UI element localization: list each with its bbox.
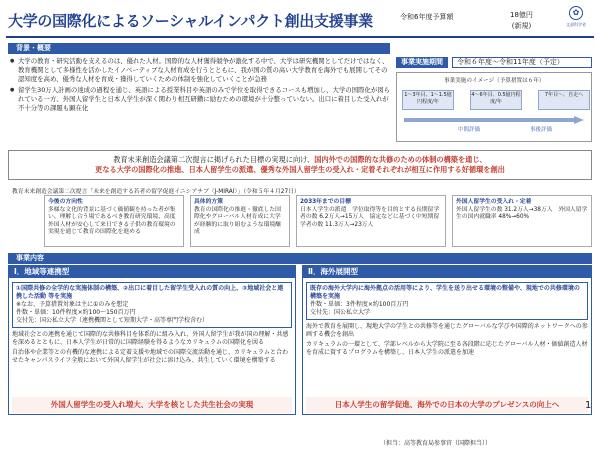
measures-box xyxy=(190,195,290,247)
background-list xyxy=(10,57,392,114)
overseas-item: 交付先：国公私立大学 xyxy=(310,309,371,316)
amount-note: (新規) xyxy=(511,22,532,30)
amount-value: 18億円 xyxy=(510,11,533,19)
regional-result: 外国人留学生の受入れ増大、大学を核とした共生社会の実現 xyxy=(12,397,292,413)
overseas-summary-box xyxy=(306,282,588,320)
overseas-summary-title: 既存の海外大学内に海外拠点の活用等により、学生を送り出せる環境の整備や、現地での共修環境の構築を実施 xyxy=(310,285,580,300)
stage-3: 7年目～、自走へ xyxy=(538,90,590,110)
banner-line2: 更なる大学の国際化の推進、日本人留学生の派遣、優秀な外国人留学生の受入れ・定着それぞれが相互に作用する好循環を創出 xyxy=(95,165,505,174)
banner-highlight: 国内外での国際的な共修のための体制の構築を通じ、 xyxy=(314,155,487,164)
direction-head: 今後の方向性 xyxy=(48,199,83,205)
panel-overseas-head: Ⅱ．海外展開型 xyxy=(302,265,592,278)
final-evaluation-label: 事後評価 xyxy=(530,127,553,133)
content-heading: 事業内容 xyxy=(8,253,592,264)
logo-text: 文部科学省 xyxy=(566,22,586,27)
emblem-icon: ✿ xyxy=(569,6,583,20)
background-heading: 背景・概要 xyxy=(8,43,390,54)
overseas-bullet: カリキュラムの一環として、学部レベルから大学院に至る各段階に応じたグローバル人材・価値創造人材を育成に資するプログラムを構築し、日本人学生の派遣を加速 xyxy=(306,341,588,356)
overseas-item: 件数・単価：3件程度×約100百万円 xyxy=(310,301,409,308)
budget-label: 令和6年度予算額 xyxy=(400,13,454,21)
regional-summary-title: ①国際共修の全学的な実施体制の構築、②出口に着目した留学生受入れの質の向上、③地域社会と連携した活動 等を実施 xyxy=(16,285,284,300)
regional-bullet: 地域社会との連携を通じて国際的な共修科目を体系的に組み入れ、外国人留学生が我が国の理解・共感を深めるとともに、日本人学生が日常的に国際経験を得るようなカリキュラムの国際化を図る xyxy=(12,331,289,346)
background-bullet: ● 留学生30万人計画の達成の過程を通じ、英語による授業科目や英語のみで学位を取得できるコースも増加し、大学の国際化が図られている一方、外国人留学生と日本人学生が深く関わり相互研鑽に励むための環境が十分整っていない。出口に着目した受入れが不十分等の課題も顕在化 xyxy=(10,86,392,114)
direction-box xyxy=(44,195,184,247)
image-box-title: 事業実施のイメージ（予算措置は６年） xyxy=(444,78,545,84)
budget-amount xyxy=(510,10,533,32)
goals-box xyxy=(296,195,446,247)
regional-note: ※なお、予算措置対象は主に①のみを想定 xyxy=(16,301,129,308)
regional-summary-box xyxy=(12,282,292,328)
mid-evaluation-label: 中間評価 xyxy=(458,127,481,133)
regional-bullet: 自治体や企業等との有機的な連携による定着支援や地域での国際交流活動を通じ、カリキュラムと合わせたキャンパスライフ全般において外国人留学生が社会に溶け込み、共生していく環境を構築する xyxy=(12,349,288,364)
timeline-arrow xyxy=(404,116,584,124)
panel-regional-body xyxy=(12,282,292,365)
mext-logo xyxy=(560,6,592,38)
stage-1: 1～3年目、1～1.5億円程度/年 xyxy=(402,90,454,110)
intl-students-box xyxy=(452,195,592,247)
overseas-bullet: 海外で教育を展開し、現地大学の学生との共修等を通じたグローバルな学びや国際的ネットワークへの参画する機会を創出 xyxy=(306,323,588,338)
measures-head: 具体的方策 xyxy=(194,199,223,205)
regional-item: 交付先：国公私立大学（連携機関として短期大学・高等専門学校含む） xyxy=(16,317,209,324)
panel-regional-head: Ⅰ．地域等連携型 xyxy=(8,265,296,278)
goals-text: 日本人学生の派遣 学位取得等を目的とする長期留学者の数 6.2万人→15万人 協定などに基づく中短期留学者の数 11.3万人→23万人 xyxy=(300,206,440,228)
stage-2: 4～6年目、0.5億円程度/年 xyxy=(470,90,522,110)
page-title: 大学の国際化によるソーシャルインパクト創出支援事業 xyxy=(8,12,373,30)
title-underline xyxy=(6,36,594,38)
intl-students-head: 外国人留学生の受入れ・定着 xyxy=(456,199,532,205)
goals-head: 2033年までの目標 xyxy=(300,199,351,205)
period-heading: 事業実施期間 xyxy=(396,57,448,68)
footer-contact: （担当：高等教育局参事官（国際担当）） xyxy=(380,440,492,447)
intl-students-text: 外国人留学生の数 31.2万人→38万人 外国人留学生の国内就職率 48%→60% xyxy=(456,206,588,221)
regional-item: 件数・単価：10件程度×約100～150百万円 xyxy=(16,309,136,316)
overseas-result: 日本人学生の留学促進、海外での日本の大学のプレゼンスの向上へ xyxy=(306,397,588,413)
goal-banner xyxy=(8,150,592,180)
page-number: 1 xyxy=(585,400,592,411)
proposal-note: 教育未来創造会議第二次提言「未来を創造する若者の留学促進イニシアチブ〈J-MIRAI〉」（令和５年４月27日） xyxy=(12,189,300,195)
direction-text: 多様な文化的背景に基づく価値観を持った者が集い、理解し合う場であるべき教育研究環境、高度外国人材が安心して来日できる子供の教育環境の実現を通じて教育の国際化を進める xyxy=(48,206,176,236)
panel-overseas-body xyxy=(306,282,588,357)
period-value: 令和６年度～令和11年度（予定） xyxy=(452,57,592,68)
background-bullet: ● 大学の教育・研究活動を支えるのは、優れた人材。国際的な人材獲得競争が激化する中で、大学は研究機関としてだけではなく、教育機関として多様性を活かしたイノベーティブな人材育成を行うとともに、我が国の質の高い大学教育を海外でも展開してその認知度を高め、優秀な人材を育成・獲得していくための体制を強化していくことが急務 xyxy=(10,57,392,85)
measures-text: 教育の国際化の推進・徹底した国際化やグローバル人材育成に大学が経験的に取り組むような環境醸成 xyxy=(194,206,281,236)
banner-text: 教育未来創造会議第二次提言に掲げられた目標の実現に向け、 xyxy=(113,155,315,164)
